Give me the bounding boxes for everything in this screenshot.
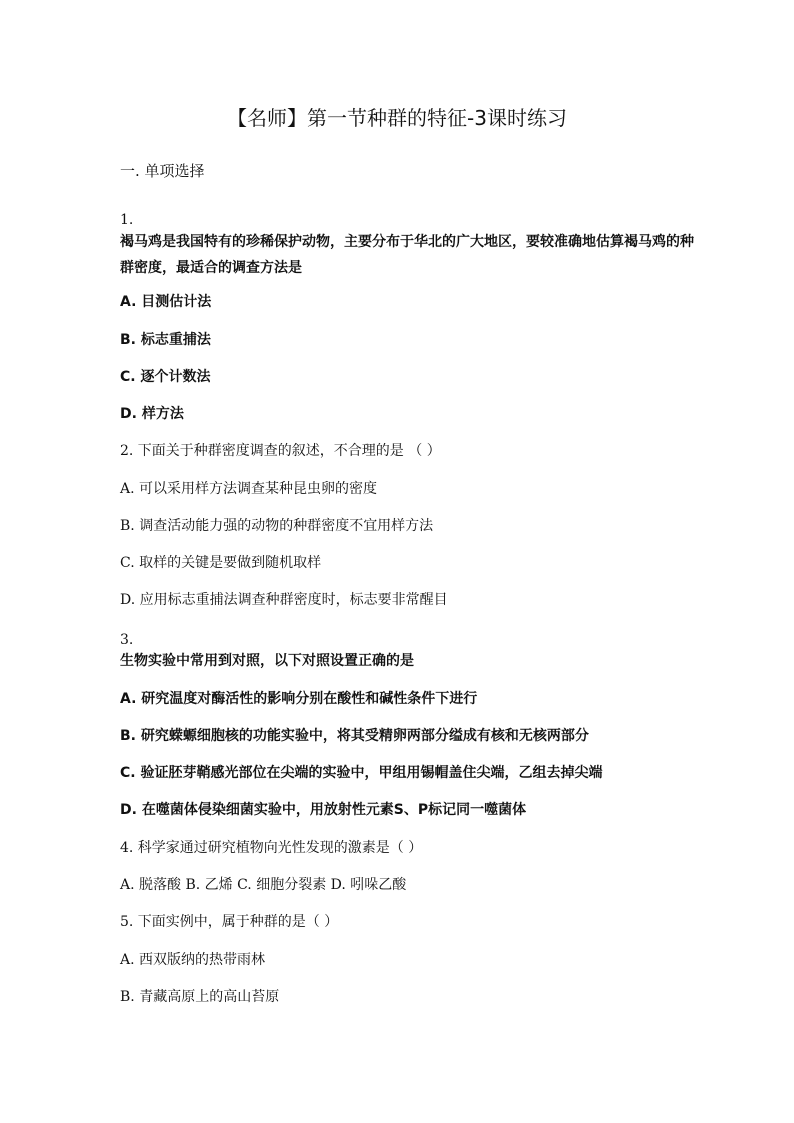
question-4-options: A. 脱落酸 B. 乙烯 C. 细胞分裂素 D. 吲哚乙酸 [120, 877, 407, 893]
question-1-stem: 褐马鸡是我国特有的珍稀保护动物，主要分布于华北的广大地区，要较准确地估算褐马鸡的种群密度，最适合的调查方法是 [120, 234, 694, 276]
question-2-option-a: A. 可以采用样方法调查某种昆虫卵的密度 [120, 481, 378, 497]
question-1-option-a: A. 目测估计法 [120, 294, 212, 310]
question-3-option-a: A. 研究温度对酶活性的影响分别在酸性和碱性条件下进行 [120, 691, 478, 707]
question-3-option-d: D. 在噬菌体侵染细菌实验中，用放射性元素S、P标记同一噬菌体 [120, 802, 527, 818]
question-5-option-a: A. 西双版纳的热带雨林 [120, 952, 266, 968]
question-3-option-b: B. 研究蝾螈细胞核的功能实验中，将其受精卵两部分缢成有核和无核两部分 [120, 728, 589, 744]
question-1-option-c: C. 逐个计数法 [120, 369, 211, 385]
question-5-stem: 5. 下面实例中，属于种群的是（ ） [120, 914, 339, 930]
question-1-option-b: B. 标志重捕法 [120, 332, 211, 348]
question-2-stem: 2. 下面关于种群密度调查的叙述，不合理的是 （ ） [120, 443, 441, 459]
question-2-option-d: D. 应用标志重捕法调查种群密度时，标志要非常醒目 [120, 592, 448, 608]
question-3-option-c: C. 验证胚芽鞘感光部位在尖端的实验中，甲组用锡帽盖住尖端，乙组去掉尖端 [120, 765, 603, 781]
question-5-option-b: B. 青藏高原上的高山苔原 [120, 989, 280, 1005]
question-2-option-b: B. 调查活动能力强的动物的种群密度不宜用样方法 [120, 518, 434, 534]
question-1-option-d: D. 样方法 [120, 406, 184, 422]
question-2-option-c: C. 取样的关键是要做到随机取样 [120, 555, 322, 571]
page-title: 【名师】第一节种群的特征-3课时练习 [227, 106, 567, 130]
question-1-number: 1. [120, 212, 134, 228]
question-3-number: 3. [120, 632, 134, 648]
question-3-stem: 生物实验中常用到对照，以下对照设置正确的是 [120, 653, 414, 669]
question-4-stem: 4. 科学家通过研究植物向光性发现的激素是（ ） [120, 840, 423, 856]
section-heading: 一. 单项选择 [120, 162, 205, 180]
